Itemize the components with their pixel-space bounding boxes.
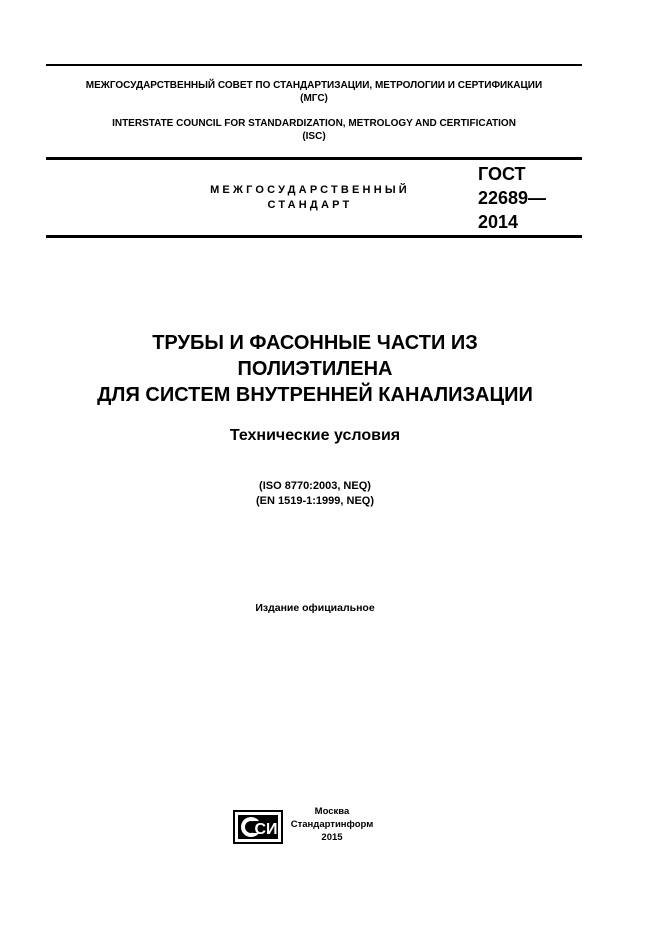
standard-type-line1: МЕЖГОСУДАРСТВЕННЫЙ [210,184,410,196]
reference-en: (EN 1519-1:1999, NEQ) [256,495,374,507]
standard-type [150,183,470,213]
title-line2: ПОЛИЭТИЛЕНА [237,358,393,380]
standard-top-rule [46,157,582,160]
ru-council-line1: МЕЖГОСУДАРСТВЕННЫЙ СОВЕТ ПО СТАНДАРТИЗАЦИИ, МЕТРОЛОГИИ И СЕРТИФИКАЦИИ [85,80,543,91]
reference-standards [40,479,590,509]
ru-council-line2: (МГС) [300,93,328,104]
standard-bottom-rule [46,235,582,238]
publisher-name: Стандартинформ [290,819,374,830]
standartinform-logo [233,810,283,844]
en-council-name [46,117,582,143]
gost-year: 2014 [478,212,519,232]
edition-note: Издание официальное [255,602,375,614]
top-rule [46,64,582,66]
reference-iso: (ISO 8770:2003, NEQ) [259,480,371,492]
standartinform-logo-icon [233,810,283,844]
title-line3: ДЛЯ СИСТЕМ ВНУТРЕННЕЙ КАНАЛИЗАЦИИ [97,384,533,406]
publisher-info [284,805,380,844]
logo-letters: СИ [254,821,278,838]
publisher-year: 2015 [321,832,343,843]
document-subtitle: Технические условия [229,427,401,444]
gost-label: ГОСТ [478,164,526,184]
gost-number: 22689— [478,188,547,208]
ru-council-name [46,79,582,105]
gost-designation [478,162,588,234]
title-line1: ТРУБЫ И ФАСОННЫЕ ЧАСТИ ИЗ [152,332,478,354]
en-council-line2: (ISC) [302,131,326,142]
standard-type-line2: СТАНДАРТ [267,199,353,211]
document-title [40,330,590,408]
en-council-line1: INTERSTATE COUNCIL FOR STANDARDIZATION, METROLOGY AND CERTIFICATION [112,118,516,129]
publisher-city: Москва [314,806,350,817]
